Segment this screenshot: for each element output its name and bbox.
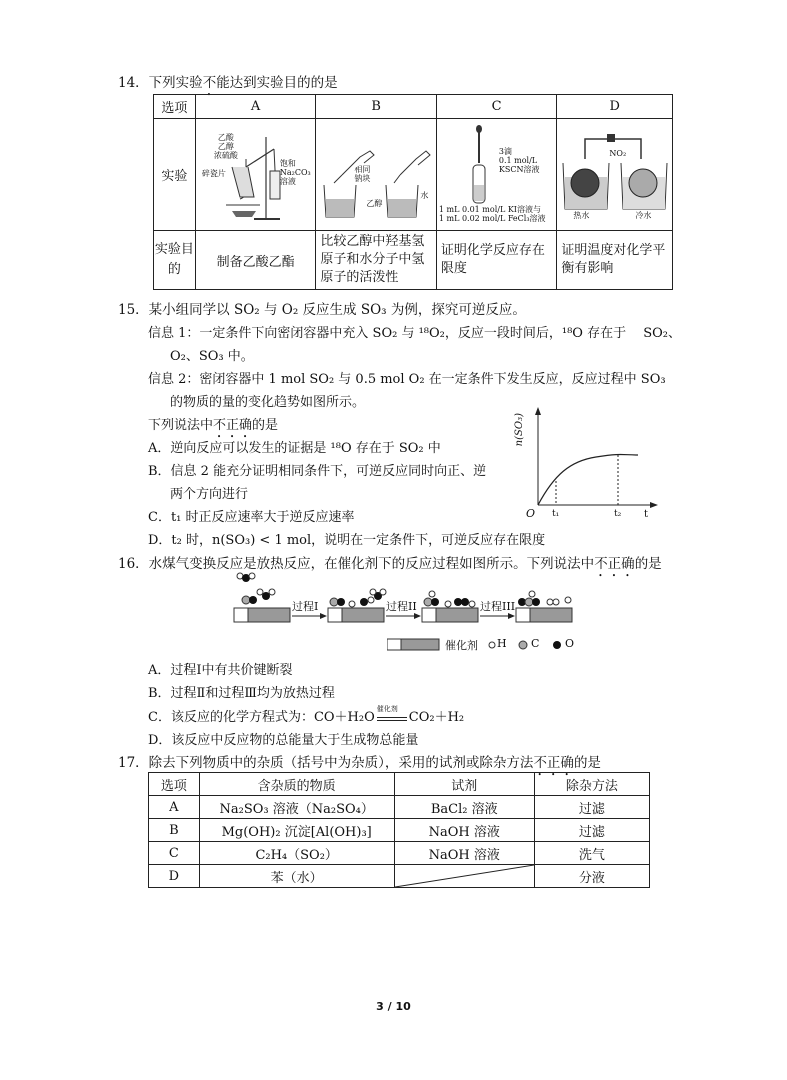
q15-ask: 下列说法中不正确的是 (148, 418, 279, 433)
a-solution-label: 饱和 Na₂CO₃ 溶液 (279, 159, 311, 186)
q15-stem: 15．某小组同学以 SO₂ 与 O₂ 反应生成 SO₃ 为例，探究可逆反应。 (118, 302, 526, 318)
step-process-3: 过程III (480, 600, 516, 613)
q17-cell: Na₂SO₃ 溶液（Na₂SO₄） (199, 796, 394, 819)
table-row (149, 865, 650, 888)
legend-o-dot (551, 639, 563, 651)
a-reagents-label: 乙酸 乙醇 浓硫酸 (213, 133, 238, 160)
q17-cell: BaCl₂ 溶液 (394, 796, 534, 819)
q14-header-d: D (557, 95, 673, 119)
q15-info2-line1: 信息 2：密闭容器中 1 mol SO₂ 与 0.5 mol O₂ 在一定条件下发生反应，反应过程中 SO₃ (148, 372, 666, 387)
q17-table (148, 772, 650, 888)
q14-goal-c: 证明化学反应存在限度 (436, 231, 557, 290)
q17-cell: 过滤 (534, 819, 649, 842)
legend-catalyst-label: 催化剂 (445, 639, 478, 652)
q14-goal-a: 制备乙酸乙酯 (195, 231, 315, 290)
d-no2-label: NO₂ (609, 149, 627, 158)
q15-option-b-line1: B．信息 2 能充分证明相同条件下，可逆反应同时向正、逆 (148, 464, 487, 479)
q17-cell: NaOH 溶液 (394, 842, 534, 865)
q17-header-method: 除杂方法 (534, 773, 649, 796)
q17-stem: 17．除去下列物质中的杂质（括号中为杂质），采用的试剂或除杂方法不正确的是 (118, 755, 601, 771)
q14-apparatus-d (557, 119, 673, 231)
table-row (149, 819, 650, 842)
q16-option-b: B．过程Ⅱ和过程Ⅲ均为放热过程 (148, 686, 335, 701)
q14-goal-d: 证明温度对化学平衡有影响 (557, 231, 673, 290)
q14-apparatus-a (195, 119, 315, 231)
d-cold-water-label: 冷水 (635, 211, 652, 220)
step-process-1: 过程I (292, 600, 319, 613)
q17-cell: 分液 (534, 865, 649, 888)
q16-process-diagram (232, 570, 592, 630)
q17-cell: Mg(OH)₂ 沉淀[Al(OH)₃] (199, 819, 394, 842)
apparatus-a-drawing (196, 119, 316, 231)
q16-option-a: A．过程Ⅰ中有共价键断裂 (148, 663, 293, 678)
b-ethanol-label: 乙醇 (366, 199, 383, 208)
legend-h-dot (487, 640, 497, 650)
page-number: 3 / 10 (376, 1000, 411, 1013)
q15-info2-line2: 的物质的量的变化趋势如图所示。 (170, 395, 366, 410)
q15-option-b-line2: 两个方向进行 (170, 487, 249, 502)
q17-cell: NaOH 溶液 (394, 819, 534, 842)
q17-header-substance: 含杂质的物质 (199, 773, 394, 796)
q16-legend (387, 637, 597, 653)
legend-c-label: C (531, 637, 540, 650)
q16-option-c: C．该反应的化学方程式为：CO＋H₂O 催化剂 CO₂＋H₂ (148, 704, 465, 725)
q15-option-c: C．t₁ 时正反应速率大于逆反应速率 (148, 510, 355, 525)
q17-cell: 苯（水） (199, 865, 394, 888)
q14-goal-b: 比较乙醇中羟基氢原子和水分子中氢原子的活泼性 (316, 231, 437, 290)
q15-option-a: A．逆向反应可以发生的证据是 ¹⁸O 存在于 SO₂ 中 (148, 441, 441, 456)
q17-cell: C (149, 842, 200, 865)
q15-graph-origin: O (526, 507, 536, 520)
q17-cell: A (149, 796, 200, 819)
diagonal-slash (395, 865, 534, 887)
q17-cell: B (149, 819, 200, 842)
q15-graph-t2: t₂ (614, 509, 622, 519)
q17-cell: 洗气 (534, 842, 649, 865)
b-same-sodium-label: 相同 钠块 (354, 165, 371, 183)
q14-header-option: 选项 (154, 95, 196, 119)
legend-c-dot (517, 639, 529, 651)
q16-catalyst-condition: 催化剂 (376, 704, 398, 713)
q17-cell: C₂H₄（SO₂） (199, 842, 394, 865)
q17-header-option: 选项 (149, 773, 200, 796)
q14-apparatus-c (436, 119, 557, 231)
q16-option-d: D．该反应中反应物的总能量大于生成物总能量 (148, 733, 419, 748)
q17-cell: 过滤 (534, 796, 649, 819)
q17-cell-diagonal (394, 865, 534, 888)
q15-info1-line2: O₂、SO₃ 中。 (170, 349, 254, 364)
q15-graph-ylabel: n(SO₃) (514, 413, 525, 447)
legend-o-label: O (565, 637, 575, 650)
d-hot-water-label: 热水 (573, 211, 590, 220)
q14-row-exp-label: 实验 (154, 119, 196, 231)
q14-apparatus-b (316, 119, 437, 231)
b-water-label: 水 (420, 191, 429, 200)
a-chips-label: 碎瓷片 (201, 169, 226, 178)
q17-header-reagent: 试剂 (394, 773, 534, 796)
q14-header-c: C (436, 95, 557, 119)
legend-catalyst-swatch (387, 638, 447, 652)
q14-stem: 14．下列实验不能达到实验目的的是 (118, 75, 338, 91)
q16-stem: 16．水煤气变换反应是放热反应，在催化剂下的反应过程如图所示。下列说法中不正确的是 (118, 556, 662, 572)
q15-graph-t1: t₁ (552, 509, 560, 519)
q14-table (153, 94, 673, 290)
apparatus-d-drawing (557, 119, 672, 231)
q17-cell: D (149, 865, 200, 888)
q15-option-d: D．t₂ 时，n(SO₃) < 1 mol，说明在一定条件下，可逆反应存在限度 (148, 533, 546, 548)
table-row (149, 796, 650, 819)
legend-h-label: H (497, 637, 507, 650)
q15-graph (512, 405, 662, 530)
q15-graph-xlabel: t (644, 509, 649, 520)
c-kscn-label: 3滴 0.1 mol/L KSCN溶液 (498, 147, 540, 174)
q14-header-b: B (316, 95, 437, 119)
q14-header-a: A (195, 95, 315, 119)
table-row (149, 842, 650, 865)
apparatus-c-drawing (437, 119, 557, 231)
c-solution-label: 1 mL 0.01 mol/L KI溶液与 1 mL 0.02 mol/L FeCl₃溶液 (438, 205, 546, 223)
q14-row-goal-label: 实验目的 (154, 231, 196, 290)
q15-info1-line1: 信息 1：一定条件下向密闭容器中充入 SO₂ 与 ¹⁸O₂，反应一段时间后，¹⁸O 存在于 SO₂、 (148, 326, 681, 341)
step-process-2: 过程II (386, 600, 417, 613)
apparatus-b-drawing (316, 119, 436, 231)
